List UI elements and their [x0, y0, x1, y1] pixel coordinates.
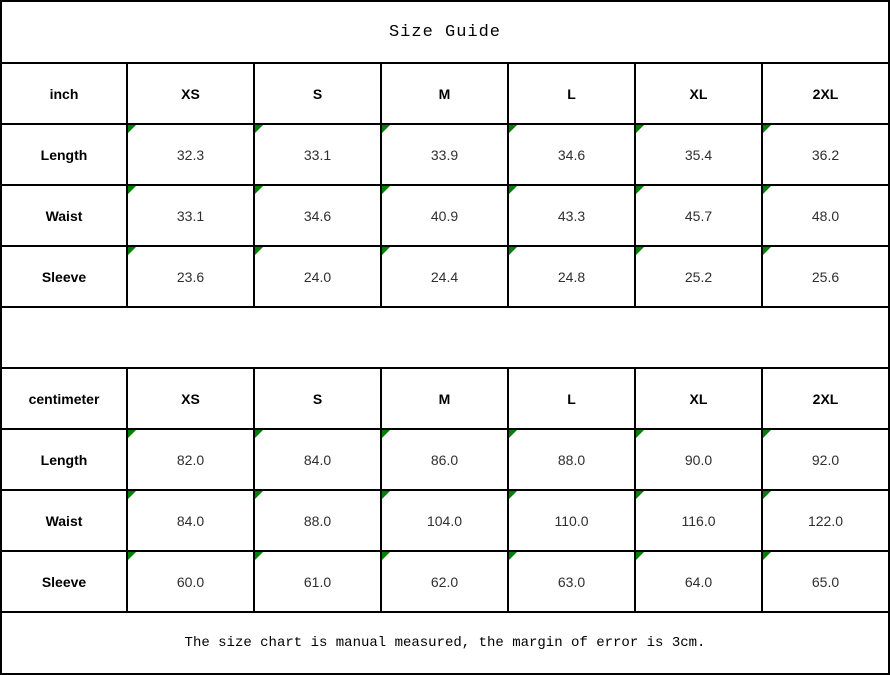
green-corner-marker-icon [255, 186, 263, 194]
cell-value: 61.0 [303, 573, 332, 590]
cell-value: 33.1 [176, 207, 205, 224]
cell-value: 48.0 [811, 207, 840, 224]
green-corner-marker-icon [128, 247, 136, 255]
unit-header-inch: inch [1, 63, 127, 124]
value-cell [254, 124, 381, 185]
table-row [1, 429, 889, 490]
cell-value: 25.2 [684, 268, 713, 285]
cell-value: 34.6 [303, 207, 332, 224]
value-cell [762, 429, 889, 490]
cell-value: 122.0 [807, 512, 844, 529]
green-corner-marker-icon [509, 491, 517, 499]
green-corner-marker-icon [636, 125, 644, 133]
value-cell [127, 246, 254, 307]
value-cell [127, 490, 254, 551]
cell-value: 90.0 [684, 451, 713, 468]
value-cell [254, 185, 381, 246]
cell-value: 84.0 [303, 451, 332, 468]
cell-value: 24.8 [557, 268, 586, 285]
size-header-s: S [254, 63, 381, 124]
value-cell [381, 429, 508, 490]
cell-value: 24.0 [303, 268, 332, 285]
value-cell [254, 246, 381, 307]
green-corner-marker-icon [255, 247, 263, 255]
value-cell [635, 246, 762, 307]
cell-value: 33.9 [430, 146, 459, 163]
green-corner-marker-icon [763, 247, 771, 255]
spacer-row [1, 307, 889, 368]
size-header-m: M [381, 63, 508, 124]
cell-value: 63.0 [557, 573, 586, 590]
table-row [1, 246, 889, 307]
cell-value: 92.0 [811, 451, 840, 468]
green-corner-marker-icon [382, 186, 390, 194]
green-corner-marker-icon [636, 491, 644, 499]
value-cell [508, 124, 635, 185]
size-header-xl: XL [635, 368, 762, 429]
value-cell [508, 429, 635, 490]
cell-value: 36.2 [811, 146, 840, 163]
row-label-sleeve: Sleeve [1, 551, 127, 612]
green-corner-marker-icon [763, 491, 771, 499]
size-header-xs: XS [127, 63, 254, 124]
green-corner-marker-icon [763, 552, 771, 560]
row-label-sleeve: Sleeve [1, 246, 127, 307]
green-corner-marker-icon [636, 430, 644, 438]
value-cell [254, 551, 381, 612]
row-label-waist: Waist [1, 185, 127, 246]
value-cell [381, 246, 508, 307]
value-cell [762, 185, 889, 246]
table-row [1, 490, 889, 551]
green-corner-marker-icon [255, 125, 263, 133]
table-row [1, 185, 889, 246]
cell-value: 32.3 [176, 146, 205, 163]
green-corner-marker-icon [509, 186, 517, 194]
green-corner-marker-icon [636, 552, 644, 560]
size-header-xs: XS [127, 368, 254, 429]
table-row [1, 551, 889, 612]
cell-value: 88.0 [557, 451, 586, 468]
size-header-m: M [381, 368, 508, 429]
value-cell [381, 551, 508, 612]
green-corner-marker-icon [763, 186, 771, 194]
spacer-cell [1, 307, 889, 368]
size-header-s: S [254, 368, 381, 429]
value-cell [762, 490, 889, 551]
value-cell [127, 551, 254, 612]
value-cell [635, 185, 762, 246]
green-corner-marker-icon [763, 430, 771, 438]
row-label-waist: Waist [1, 490, 127, 551]
cell-value: 84.0 [176, 512, 205, 529]
green-corner-marker-icon [636, 186, 644, 194]
inch-header-row [1, 63, 889, 124]
value-cell [127, 429, 254, 490]
green-corner-marker-icon [128, 430, 136, 438]
green-corner-marker-icon [382, 125, 390, 133]
cell-value: 116.0 [681, 512, 716, 529]
value-cell [635, 124, 762, 185]
title-row [1, 1, 889, 63]
cell-value: 82.0 [176, 451, 205, 468]
green-corner-marker-icon [255, 552, 263, 560]
centimeter-header-row [1, 368, 889, 429]
size-header-l: L [508, 63, 635, 124]
unit-header-centimeter: centimeter [1, 368, 127, 429]
green-corner-marker-icon [382, 430, 390, 438]
green-corner-marker-icon [128, 125, 136, 133]
value-cell [762, 246, 889, 307]
green-corner-marker-icon [509, 247, 517, 255]
size-header-xl: XL [635, 63, 762, 124]
cell-value: 88.0 [303, 512, 332, 529]
cell-value: 65.0 [811, 573, 840, 590]
cell-value: 110.0 [554, 512, 589, 529]
green-corner-marker-icon [255, 491, 263, 499]
cell-value: 86.0 [430, 451, 459, 468]
cell-value: 33.1 [303, 146, 332, 163]
value-cell [762, 551, 889, 612]
cell-value: 45.7 [684, 207, 713, 224]
value-cell [254, 429, 381, 490]
value-cell [508, 246, 635, 307]
size-header-2xl: 2XL [762, 63, 889, 124]
value-cell [254, 490, 381, 551]
value-cell [381, 185, 508, 246]
green-corner-marker-icon [763, 125, 771, 133]
footer-note: The size chart is manual measured, the margin of error is 3cm. [1, 612, 889, 674]
green-corner-marker-icon [509, 552, 517, 560]
value-cell [508, 551, 635, 612]
cell-value: 25.6 [811, 268, 840, 285]
size-header-2xl: 2XL [762, 368, 889, 429]
value-cell [635, 551, 762, 612]
cell-value: 24.4 [430, 268, 459, 285]
green-corner-marker-icon [382, 552, 390, 560]
cell-value: 34.6 [557, 146, 586, 163]
page-title: Size Guide [1, 1, 889, 63]
cell-value: 62.0 [430, 573, 459, 590]
green-corner-marker-icon [382, 247, 390, 255]
value-cell [635, 490, 762, 551]
cell-value: 35.4 [684, 146, 713, 163]
green-corner-marker-icon [128, 186, 136, 194]
green-corner-marker-icon [128, 552, 136, 560]
value-cell [381, 490, 508, 551]
value-cell [508, 185, 635, 246]
footer-row [1, 612, 889, 674]
cell-value: 40.9 [430, 207, 459, 224]
cell-value: 23.6 [176, 268, 205, 285]
cell-value: 64.0 [684, 573, 713, 590]
green-corner-marker-icon [636, 247, 644, 255]
value-cell [381, 124, 508, 185]
cell-value: 43.3 [557, 207, 586, 224]
green-corner-marker-icon [509, 125, 517, 133]
table-row [1, 124, 889, 185]
row-label-length: Length [1, 124, 127, 185]
cell-value: 104.0 [426, 512, 463, 529]
green-corner-marker-icon [128, 491, 136, 499]
green-corner-marker-icon [509, 430, 517, 438]
value-cell [762, 124, 889, 185]
size-header-l: L [508, 368, 635, 429]
value-cell [635, 429, 762, 490]
value-cell [508, 490, 635, 551]
row-label-length: Length [1, 429, 127, 490]
value-cell [127, 185, 254, 246]
cell-value: 60.0 [176, 573, 205, 590]
green-corner-marker-icon [382, 491, 390, 499]
value-cell [127, 124, 254, 185]
green-corner-marker-icon [255, 430, 263, 438]
